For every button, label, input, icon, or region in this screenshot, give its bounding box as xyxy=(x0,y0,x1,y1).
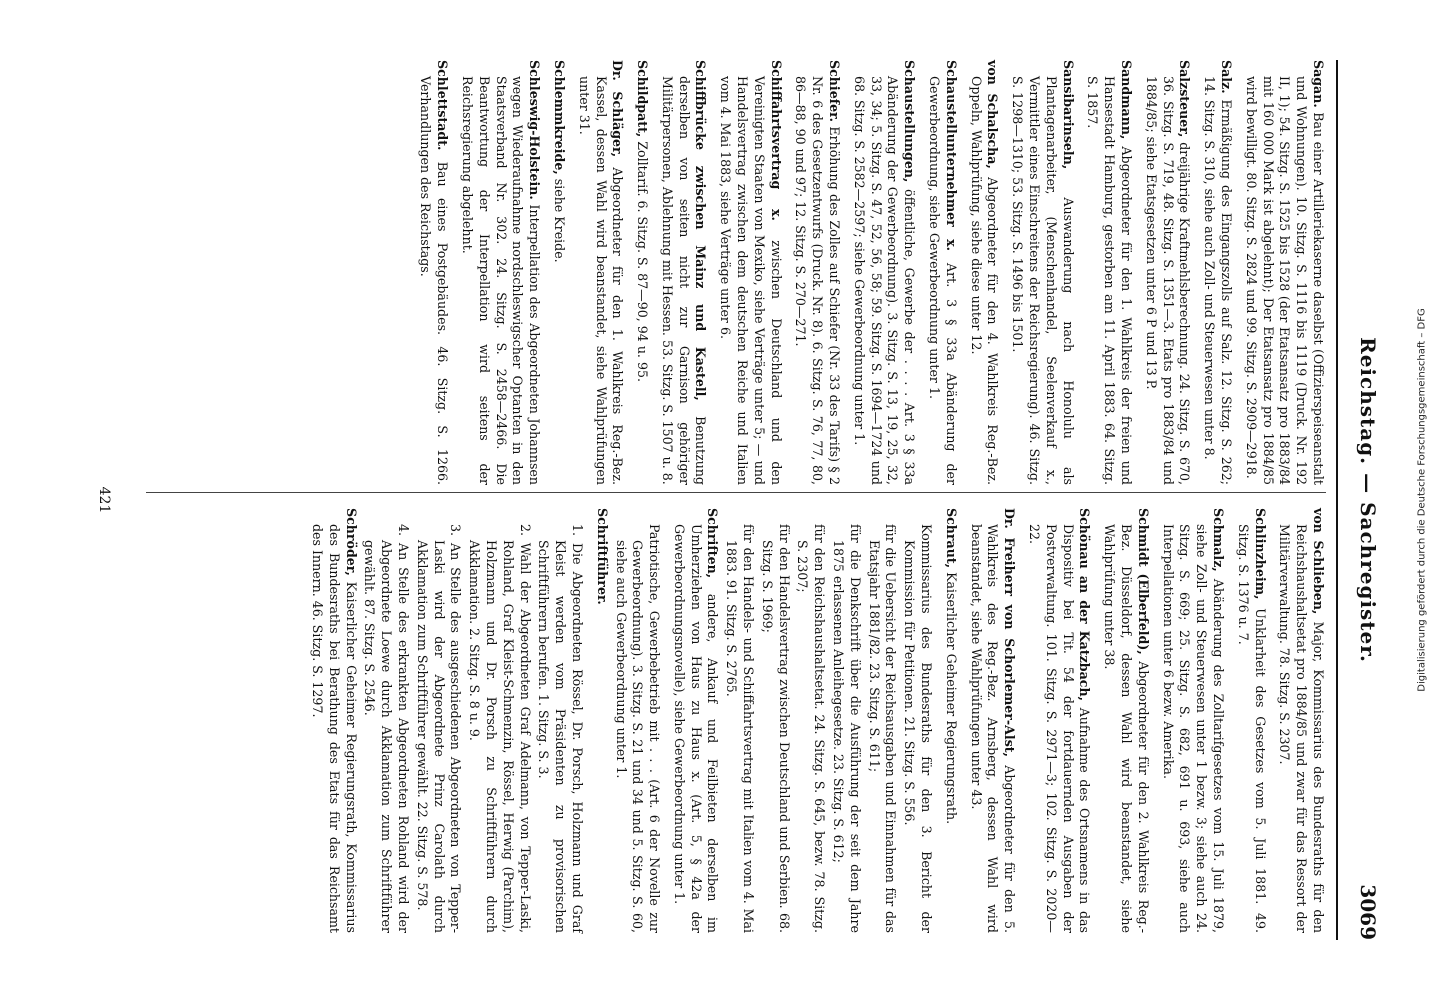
index-entry xyxy=(417,60,451,485)
index-entry xyxy=(658,60,708,485)
digitization-label: Digitalisierung gefördert durch die Deutsche Forschungsgemeinschaft – DFG xyxy=(1416,308,1428,692)
entry-text: Abgeordneter für den 5. Wahlkreis des Reg.-Bez. Arnsberg, dessen Wahl wird beanstandet, siehe Wahlprüfungen unter 43. xyxy=(968,524,1018,933)
index-entry xyxy=(633,60,650,485)
entry-heading: Schiefer. xyxy=(827,60,843,123)
entry-heading: Schlettstadt. xyxy=(435,60,451,151)
index-entry xyxy=(1100,508,1150,933)
index-entry xyxy=(717,60,784,485)
column-divider xyxy=(146,492,1326,493)
entry-text: Interpellation des Abgeordneten Johannsen wegen Wiederaufnahme nordschleswigscher Optanten in den Staatsverband Nr. 302. 24. Sitzg. S. 2458—2466. Die Beantwortung der Interpellation wird seitens der Reichsregierung abgelehnt. xyxy=(459,76,543,485)
right-column xyxy=(300,508,1326,933)
entry-heading: Schaustellungen, xyxy=(902,60,918,183)
index-entry xyxy=(1200,60,1234,485)
entry-text: Art. 3 § 33a Abänderung der Gewerbeordnung, siehe Gewerbeordnung unter 1. xyxy=(927,76,959,485)
entry-heading: Schönau an der Katzbach, xyxy=(1077,508,1093,701)
entry-heading: Schildpatt, xyxy=(635,60,651,138)
entry-text: Bau eines Postgebäudes. 46. Sitzg. S. 1266. Verhandlungen des Reichstags. xyxy=(418,76,451,485)
header-rule xyxy=(1336,60,1338,940)
entry-subitem: für den Handelsvertrag zwischen Deutschland und Serbien. 68. Sitzg. S. 1969; xyxy=(759,524,792,933)
entry-subitem: Kommissarius des Bundesraths für den 3. Bericht der Kommission für Petitionen. 21. Sitzg. S. 556. xyxy=(902,524,935,933)
entry-text: andere, Ankauf und Feilbieten derselben im Umherziehen von Haus zu Haus x. (Art. 5, § 42a der Gewerbeordnungsnovelle), siehe Gewerbeordnung unter 1. xyxy=(671,524,721,933)
entry-subitem: 3. An Stelle des ausgeschiedenen Abgeordneten von Tepper-Laski wird der Abgeordnete Prinz Carolath durch Akklamation zum Schriftführer gewählt. 22. Sitzg. S. 578. xyxy=(414,524,464,933)
entry-subitem: 2. Wahl der Abgeordneten Graf Adelmann, von Tepper-Laski, Rohland, Graf Kleist-Schmenzin, Rössel, Herwig (Parchim), Holzmann und Dr. Porsch zu Schriftführern durch Akklamation. 2. Sitzg. S. 8 u. 9. xyxy=(467,524,533,933)
index-entry xyxy=(1234,508,1268,933)
index-entry xyxy=(925,60,959,485)
entry-heading: Schlinzheim, xyxy=(1252,508,1268,600)
index-entry xyxy=(593,508,610,933)
entry-heading: Salzsteuer, xyxy=(1177,60,1193,138)
entry-heading: Sagan. xyxy=(1311,60,1326,108)
entry-heading: Schriftführer. xyxy=(594,508,610,605)
left-column xyxy=(409,60,1326,485)
document-page xyxy=(26,20,1406,980)
entry-heading: von Schalscha, xyxy=(985,60,1001,169)
entry-text: Ermäßigung des Eingangszolls auf Salz. 12. Sitzg. S. 262; 14. Sitzg. S. 310, siehe auch Zoll- und Steuerwesen unter 8. xyxy=(1202,76,1235,485)
digitization-note xyxy=(1412,10,1432,990)
entry-text: Zolltarif. 6. Sitzg. S. 87—90, 94 u. 95. xyxy=(635,141,651,382)
entry-heading: Schlemmkreide, xyxy=(551,60,567,175)
entry-text: Abgeordneter für den 1. Wahlkreis der freien und Hansestadt Hamburg, gestorben am 11. April 1883. 64. Sitzg. S. 1857. xyxy=(1085,76,1135,485)
entry-text: Major, Kommissarius des Bundesraths für den Reichshaushaltsetat pro 1884/85 und zwar für das Ressort der Militärverwaltung. 78. Sitzg. S. 2307. xyxy=(1277,524,1326,933)
entry-heading: Sandmann, xyxy=(1119,60,1135,140)
entry-subitem: für den Reichshaushaltsetat. 24. Sitzg. S. 645, bezw. 78. Sitzg. S. 2307; xyxy=(795,524,828,933)
entry-text: Bau einer Artilleriekaserne daselbst (Offizierspeiseanstalt und Wohnungen). 10. Sitzg. S. 1116 bis 1119 (Druck. Nr. 192 II, 1); 54. Sitzg. S. 1525 bis 1528 (der Etatsansatz pro 1883/84 mit 160 000 Mark ist abgelehnt); Der Etatsansatz pro 1884/85 wird bewilligt. 80. Sitzg. S. 2824 und 99. Sitzg. S. 2909—2918. xyxy=(1243,76,1326,485)
entry-text: siehe Kreide. xyxy=(551,178,567,263)
entry-heading: Schröder, xyxy=(343,508,359,576)
entry-text: Erhöhung des Zolles auf Schiefer (Nr. 33 des Tarifs) § 2 Nr. 6 des Gesetzentwurfs (Druck. Nr. 8). 6. Sitzg. S. 76, 77, 80, 86—88, 90 und 97; 12. Sitzg. S. 270—271. xyxy=(793,76,843,485)
index-entry xyxy=(792,60,842,485)
entry-text: Abänderung des Zolltarifgesetzes vom 15. Juli 1879, siehe Zoll- und Steuerwesen unter 1 bezw. 3; siehe auch 24. Sitzg. S. 669; 25. Sitzg. S. 682, 691 u. 693, siehe auch Interpellationen unter 6 bezw. Amerika. xyxy=(1160,524,1227,933)
entry-subitem: für die Uebersicht der Reichsausgaben und Einnahmen für das Etatsjahr 1881/82. 23. Sitzg. S. 611; xyxy=(866,524,899,933)
entry-heading: Schmidt (Elberfeld), xyxy=(1135,508,1151,655)
index-entry xyxy=(942,508,959,933)
index-entry xyxy=(575,60,625,485)
entry-text: Unklarheit des Gesetzes vom 5. Juli 1881. 49. Sitzg. S. 1376 u. 7. xyxy=(1235,524,1268,933)
entry-subitem: Patriotische, Gewerbebetrieb mit . . . (Art. 6 der Novelle zur Gewerbeordnung). 3. Sitzg. S. 21 und 34 und 5. Sitzg. S. 60, siehe auch Gewerbeordnung unter 1. xyxy=(613,524,663,933)
entry-text: Auswanderung nach Honolulu als Plantagenarbeiter, (Menschenhandel, Seelenverkauf x., Vermittler eines Einschreitens der Reichsregierung). 46. Sitzg. S. 1298—1310; 53. Sitzg. S. 1496 bis 1501. xyxy=(1010,76,1076,485)
index-entry xyxy=(1159,508,1226,933)
entry-heading: Schiffbrücke zwischen Mainz und Kastell, xyxy=(693,60,709,401)
entry-text: Abgeordneter für den 2. Wahlkreis Reg.-Bez. Düsseldorf, dessen Wahl wird beanstandet, siehe Wahlprüfung unter 38. xyxy=(1102,524,1151,933)
entry-heading: Dr. Freiherr von Schorlemer-Alst, xyxy=(1002,508,1018,758)
entry-heading: Schmalz, xyxy=(1211,508,1227,572)
entry-heading: Salz. xyxy=(1219,60,1235,94)
footer-number: 421 xyxy=(96,486,112,514)
index-entry xyxy=(850,60,917,485)
entry-text: Aufnahme des Ortsnamens in das Dispositiv bei Tit. 54 der fortdauernden Ausgaben der Postverwaltung. 101. Sitzg. S. 2971—3; 102. Sitzg. S. 2020—22. xyxy=(1027,524,1093,933)
entry-text: dreijährige Kraftmehlsberechnung. 24. Sitzg. S. 670, 36. Sitzg. S. 719, 48. Sitzg. S. 1351—3. Etats pro 1883/84 und 1884/85; siehe Etatsgesetzen unter 6 P und 13 P. xyxy=(1143,76,1193,485)
index-entry xyxy=(1025,508,1092,933)
entry-text: zwischen Deutschland und den Vereinigten Staaten von Mexiko, siehe Verträge unter 5; — und Handelsvertrag zwischen dem deutschen Reiche und Italien vom 4. Mai 1883, siehe Verträge unter 6. xyxy=(718,76,784,485)
entry-heading: Sansibarinseln, xyxy=(1060,60,1076,170)
entry-subitem: für den Handels- und Schiffahrtsvertrag mit Italien vom 4. Mai 1883. 91. Sitzg. S. 2765. xyxy=(724,524,757,933)
entry-text: Abgeordneter für den 1. Wahlkreis Reg.-Bez. Kassel, dessen Wahl wird beanstandet, siehe Wahlprüfungen unter 31. xyxy=(576,76,626,485)
entry-heading: Schiffahrtsvertrag x. xyxy=(768,60,784,221)
entry-heading: Schraut, xyxy=(943,508,959,569)
entry-text: Kaiserlicher Geheimer Regierungsrath, Kommissarius des Bundesraths bei Berathung des Etats für das Reichsamt des Innern. 46. Sitzg. S. 1297. xyxy=(309,524,359,933)
entry-text: öffentliche, Gewerbe der . . . . Art. 3 § 33a Abänderung der Gewerbeordnung). 3. Sitzg. S. 13, 19, 25, 32, 33, 34; 5. Sitzg. S. 47, 52, 56, 58; 59. Sitzg. S. 1694—1724 und 68. Sitzg. S. 2582—2597; siehe Gewerbeordnung unter 1. xyxy=(851,76,918,485)
entry-heading: von Schlieben, xyxy=(1311,508,1326,615)
index-entry xyxy=(458,60,542,485)
index-entry xyxy=(1084,60,1134,485)
index-entry xyxy=(1008,60,1075,485)
entry-text: Kaiserlicher Geheimer Regierungsrath. xyxy=(943,572,959,825)
entry-heading: Schriften, xyxy=(705,508,721,579)
index-entry xyxy=(308,508,358,933)
entry-heading: Dr. Schläger, xyxy=(610,60,626,158)
index-entry xyxy=(1276,508,1326,933)
index-entry xyxy=(1242,60,1326,485)
entry-subitem: 4. An Stelle des erkrankten Abgeordneten Rohland wird der Abgeordnete Loewe durch Akklamation zum Schriftführer gewählt. 87. Sitzg. S. 2546. xyxy=(362,524,411,933)
index-entry xyxy=(550,60,567,485)
index-entry xyxy=(670,508,720,933)
entry-text: Benutzung derselben von seiten nicht zur Garnison gehöriger Militärpersonen, Ablehnung mit Hessen. 53. Sitzg. S. 1507 u. 8. xyxy=(659,76,709,485)
entry-subitem: für die Denkschrift über die Ausführung der seit dem Jahre 1875 erlassenen Anleihegesetze. 23. Sitzg. S. 612; xyxy=(831,524,863,933)
entry-heading: Schleswig-Holstein. xyxy=(527,60,543,200)
index-entry xyxy=(967,60,1001,485)
entry-heading: Schaustellunternehmer x. xyxy=(943,60,959,252)
page-title: Reichstag. — Sachregister. xyxy=(1356,337,1380,663)
page-number: 3069 xyxy=(1356,884,1380,940)
index-entry xyxy=(1142,60,1192,485)
page-header xyxy=(1340,60,1380,940)
entry-subitem: 1. Die Abgeordneten Rössel, Dr. Porsch, Holzmann und Graf Kleist werden vom Präsidenten zu provisorischen Schriftführern berufen. 1. Sitzg. S. 3. xyxy=(536,524,585,933)
entry-text: Abgeordneter für den 4. Wahlkreis Reg.-Bez. Oppeln, Wahlprüfung, siehe diese unter 12. xyxy=(968,76,1001,485)
index-entry xyxy=(967,508,1017,933)
